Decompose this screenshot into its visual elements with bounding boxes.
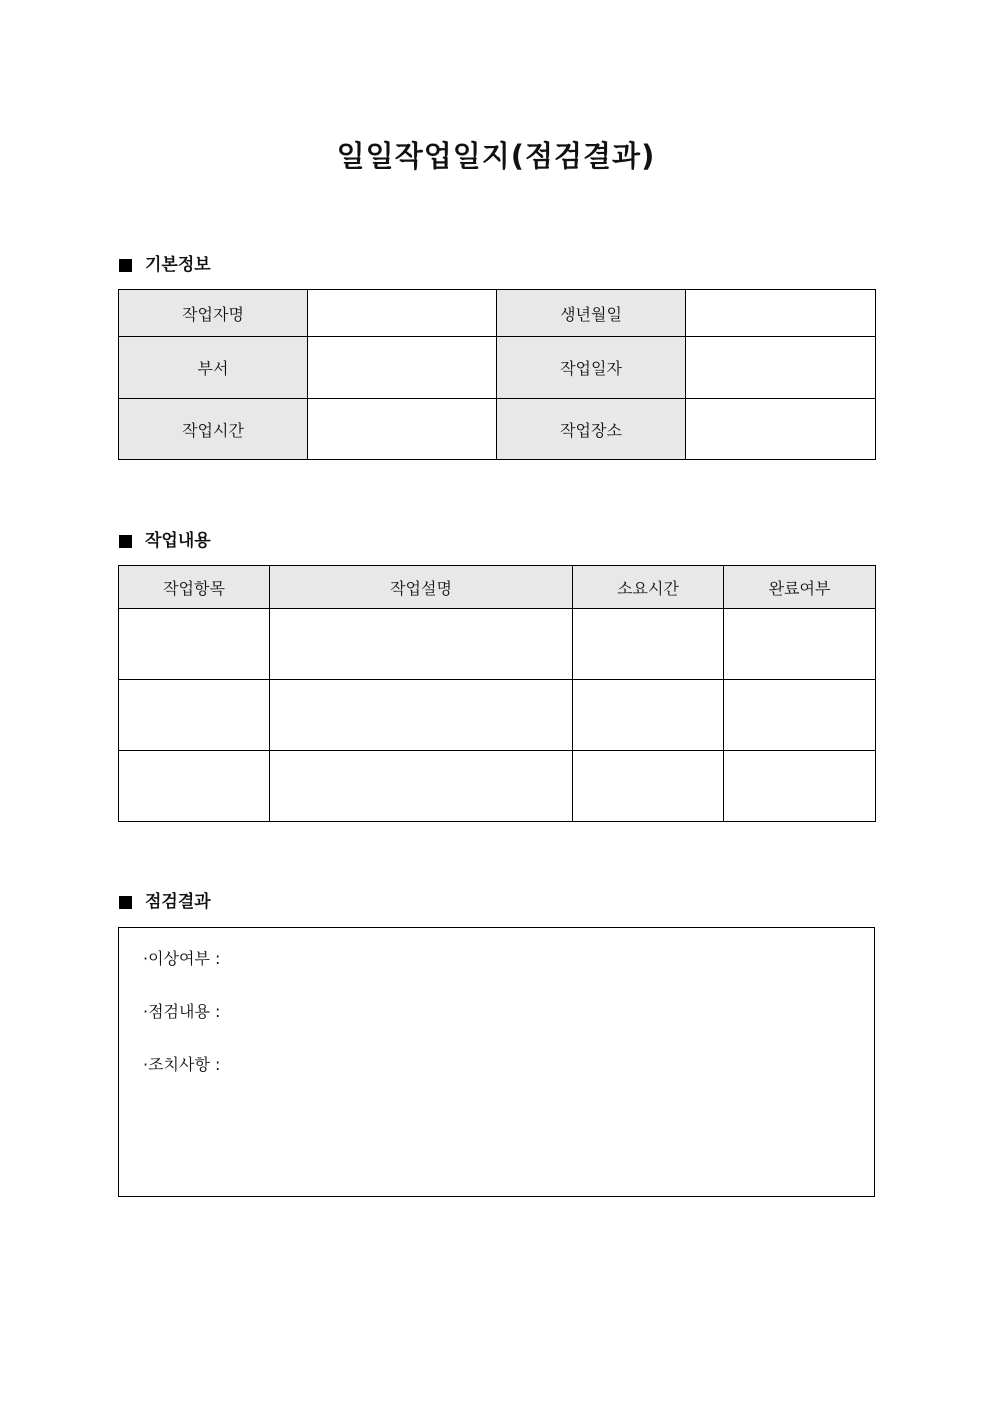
- work-description-cell[interactable]: [270, 680, 573, 751]
- column-header-duration: 소요시간: [573, 566, 724, 609]
- work-description-cell[interactable]: [270, 609, 573, 680]
- table-row: [119, 680, 876, 751]
- label-department: 부서: [119, 337, 308, 399]
- inspection-details-line: ·점검내용 :: [143, 1002, 221, 1021]
- inspection-result-box[interactable]: [118, 927, 875, 1197]
- completion-cell[interactable]: [724, 609, 876, 680]
- table-row: [119, 751, 876, 822]
- section-heading-inspection-result: [119, 890, 211, 914]
- completion-cell[interactable]: [724, 680, 876, 751]
- work-content-table: [118, 565, 876, 822]
- work-place-field[interactable]: [686, 399, 876, 460]
- abnormality-line: ·이상여부 :: [143, 949, 221, 968]
- duration-cell[interactable]: [573, 680, 724, 751]
- square-bullet-icon: [119, 896, 132, 909]
- column-header-work-item: 작업항목: [119, 566, 270, 609]
- work-date-field[interactable]: [686, 337, 876, 399]
- table-row: [119, 290, 876, 337]
- page-title: 일일작업일지(점검결과): [336, 139, 656, 173]
- duration-cell[interactable]: [573, 609, 724, 680]
- label-work-place: 작업장소: [497, 399, 686, 460]
- column-header-work-description: 작업설명: [270, 566, 573, 609]
- section-heading-basic-info: [119, 253, 211, 277]
- table-header-row: [119, 566, 876, 609]
- work-item-cell[interactable]: [119, 751, 270, 822]
- work-description-cell[interactable]: [270, 751, 573, 822]
- section-heading-work-content: [119, 529, 211, 553]
- table-row: [119, 399, 876, 460]
- section-heading-label: 점검결과: [145, 892, 211, 912]
- completion-cell[interactable]: [724, 751, 876, 822]
- duration-cell[interactable]: [573, 751, 724, 822]
- section-heading-label: 기본정보: [145, 255, 211, 275]
- square-bullet-icon: [119, 535, 132, 548]
- label-work-date: 작업일자: [497, 337, 686, 399]
- work-item-cell[interactable]: [119, 680, 270, 751]
- work-time-field[interactable]: [308, 399, 497, 460]
- label-worker-name: 작업자명: [119, 290, 308, 337]
- table-row: [119, 337, 876, 399]
- worker-name-field[interactable]: [308, 290, 497, 337]
- table-row: [119, 609, 876, 680]
- department-field[interactable]: [308, 337, 497, 399]
- square-bullet-icon: [119, 259, 132, 272]
- label-work-time: 작업시간: [119, 399, 308, 460]
- basic-info-table: [118, 289, 876, 460]
- column-header-completion: 완료여부: [724, 566, 876, 609]
- section-heading-label: 작업내용: [145, 531, 211, 551]
- birth-date-field[interactable]: [686, 290, 876, 337]
- action-taken-line: ·조치사항 :: [143, 1055, 221, 1074]
- work-item-cell[interactable]: [119, 609, 270, 680]
- label-birth-date: 생년월일: [497, 290, 686, 337]
